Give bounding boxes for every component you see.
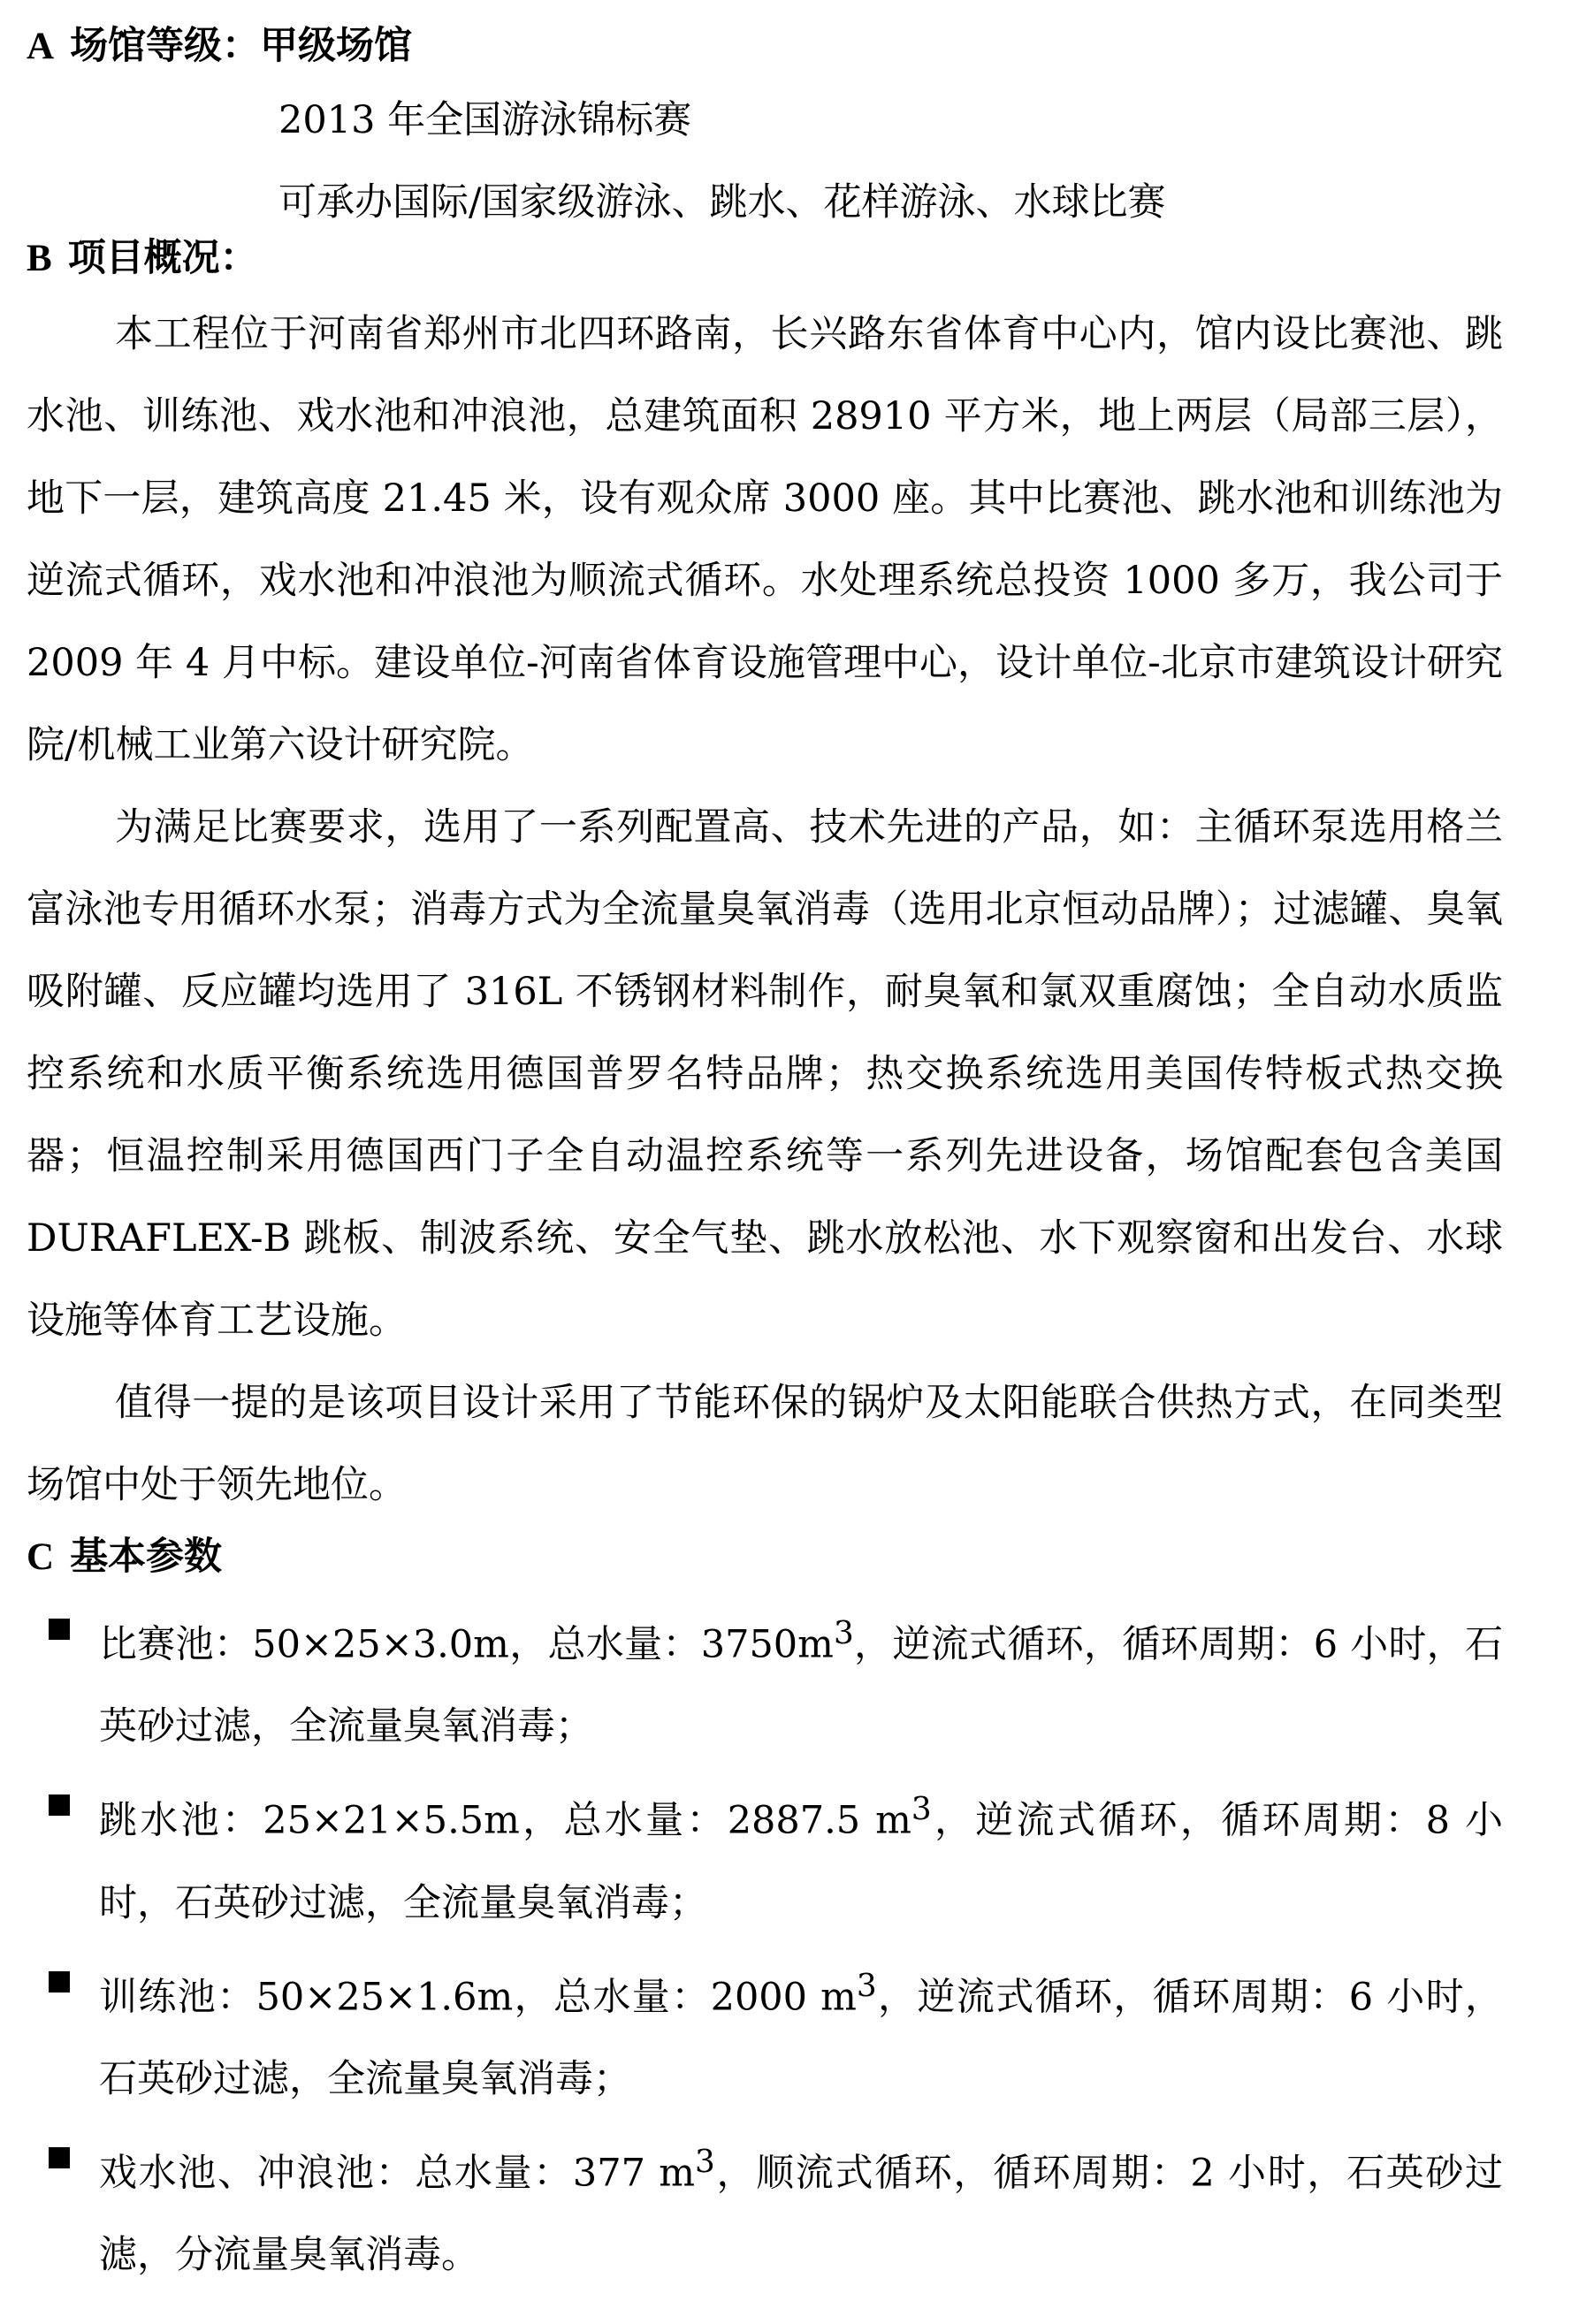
- section-basic-parameters: [27, 1530, 1503, 2297]
- overview-paragraph: 本工程位于河南省郑州市北四环路南，长兴路东省体育中心内，馆内设比赛池、跳水池、训练池、戏水池和冲浪池，总建筑面积 28910 平方米，地上两层（局部三层），地下一层，建筑高度 21.45 米，设有观众席 3000 座。其中比赛池、跳水池和训练池为逆流式循环，戏水池和冲浪池为顺流式循环。水处理系统总投资 1000 多万，我公司于 2009 年 4 月中标。建设单位-河南省体育设施管理中心，设计单位-北京市建筑设计研究院/机械工业第六设计研究院。: [27, 312, 1503, 767]
- pool-parameter-text-rest: ，逆流式循环，循环周期：8 小时，石英砂过滤，全流量臭氧消毒；: [99, 1798, 1503, 1925]
- unit-superscript: 3: [856, 1967, 877, 2004]
- unit-superscript: 3: [911, 1791, 932, 1828]
- venue-event-line: 2013 年全国游泳锦标赛: [278, 98, 692, 142]
- pool-parameter-text: 跳水池：25×21×5.5m，总水量：2887.5 m: [99, 1798, 911, 1843]
- pool-parameter-item-competition: [27, 1592, 1503, 1768]
- pool-parameter-text: 戏水池、冲浪池：总水量：377 m: [99, 2151, 696, 2196]
- section-a-heading: [27, 19, 1503, 72]
- pool-parameter-text-rest: ，逆流式循环，循环周期：6 小时，石英砂过滤，全流量臭氧消毒；: [99, 1622, 1503, 1749]
- section-a-letter: A: [27, 26, 55, 67]
- equipment-paragraph: 为满足比赛要求，选用了一系列配置高、技术先进的产品，如：主循环泵选用格兰富泳池专用循环水泵；消毒方式为全流量臭氧消毒（选用北京恒动品牌）；过滤罐、臭氧吸附罐、反应罐均选用了 316L 不锈钢材料制作，耐臭氧和氯双重腐蚀；全自动水质监控系统和水质平衡系统选用德国普罗名特品牌；热交换系统选用美国传特板式热交换器；恒温控制采用德国西门子全自动温控系统等一系列先进设备，场馆配套包含美国 DURAFLEX-B 跳板、制波系统、安全气垫、跳水放松池、水下观察窗和出发台、水球设施等体育工艺设施。: [27, 805, 1503, 1343]
- section-project-overview: [27, 232, 1503, 1527]
- pool-parameter-text-rest: ，顺流式循环，循环周期：2 小时，石英砂过滤，分流量臭氧消毒。: [99, 2151, 1503, 2278]
- square-bullet-icon: [49, 2147, 70, 2168]
- square-bullet-icon: [49, 1971, 70, 1993]
- square-bullet-icon: [49, 1619, 70, 1640]
- pool-parameter-item-training: [27, 1945, 1503, 2121]
- pool-parameter-text: 训练池：50×25×1.6m，总水量：2000 m: [99, 1974, 857, 2019]
- section-c-title: 基本参数: [70, 1535, 223, 1579]
- venue-capability-line: 可承办国际/国家级游泳、跳水、花样游泳、水球比赛: [278, 180, 1166, 225]
- square-bullet-icon: [49, 1794, 70, 1816]
- pool-parameter-text: 比赛池：50×25×3.0m，总水量：3750m: [99, 1622, 834, 1667]
- section-venue-level: [27, 19, 1503, 244]
- pool-parameter-text-rest: ，逆流式循环，循环周期：6 小时，石英砂过滤，全流量臭氧消毒；: [99, 1974, 1503, 2101]
- pool-parameter-item-leisure: [27, 2121, 1503, 2297]
- energy-paragraph: 值得一提的是该项目设计采用了节能环保的锅炉及太阳能联合供热方式，在同类型场馆中处于领先地位。: [27, 1381, 1503, 1507]
- section-b-letter: B: [27, 238, 52, 279]
- section-b-title: 项目概况：: [67, 236, 258, 280]
- unit-superscript: 3: [695, 2143, 715, 2180]
- document-page: [27, 19, 1503, 2297]
- unit-superscript: 3: [833, 1615, 854, 1651]
- section-c-letter: C: [27, 1536, 55, 1578]
- section-a-title: 场馆等级：甲级场馆: [70, 24, 413, 68]
- pool-parameter-list: [27, 1592, 1503, 2297]
- pool-parameter-item-diving: [27, 1768, 1503, 1944]
- section-c-heading: [27, 1530, 1503, 1583]
